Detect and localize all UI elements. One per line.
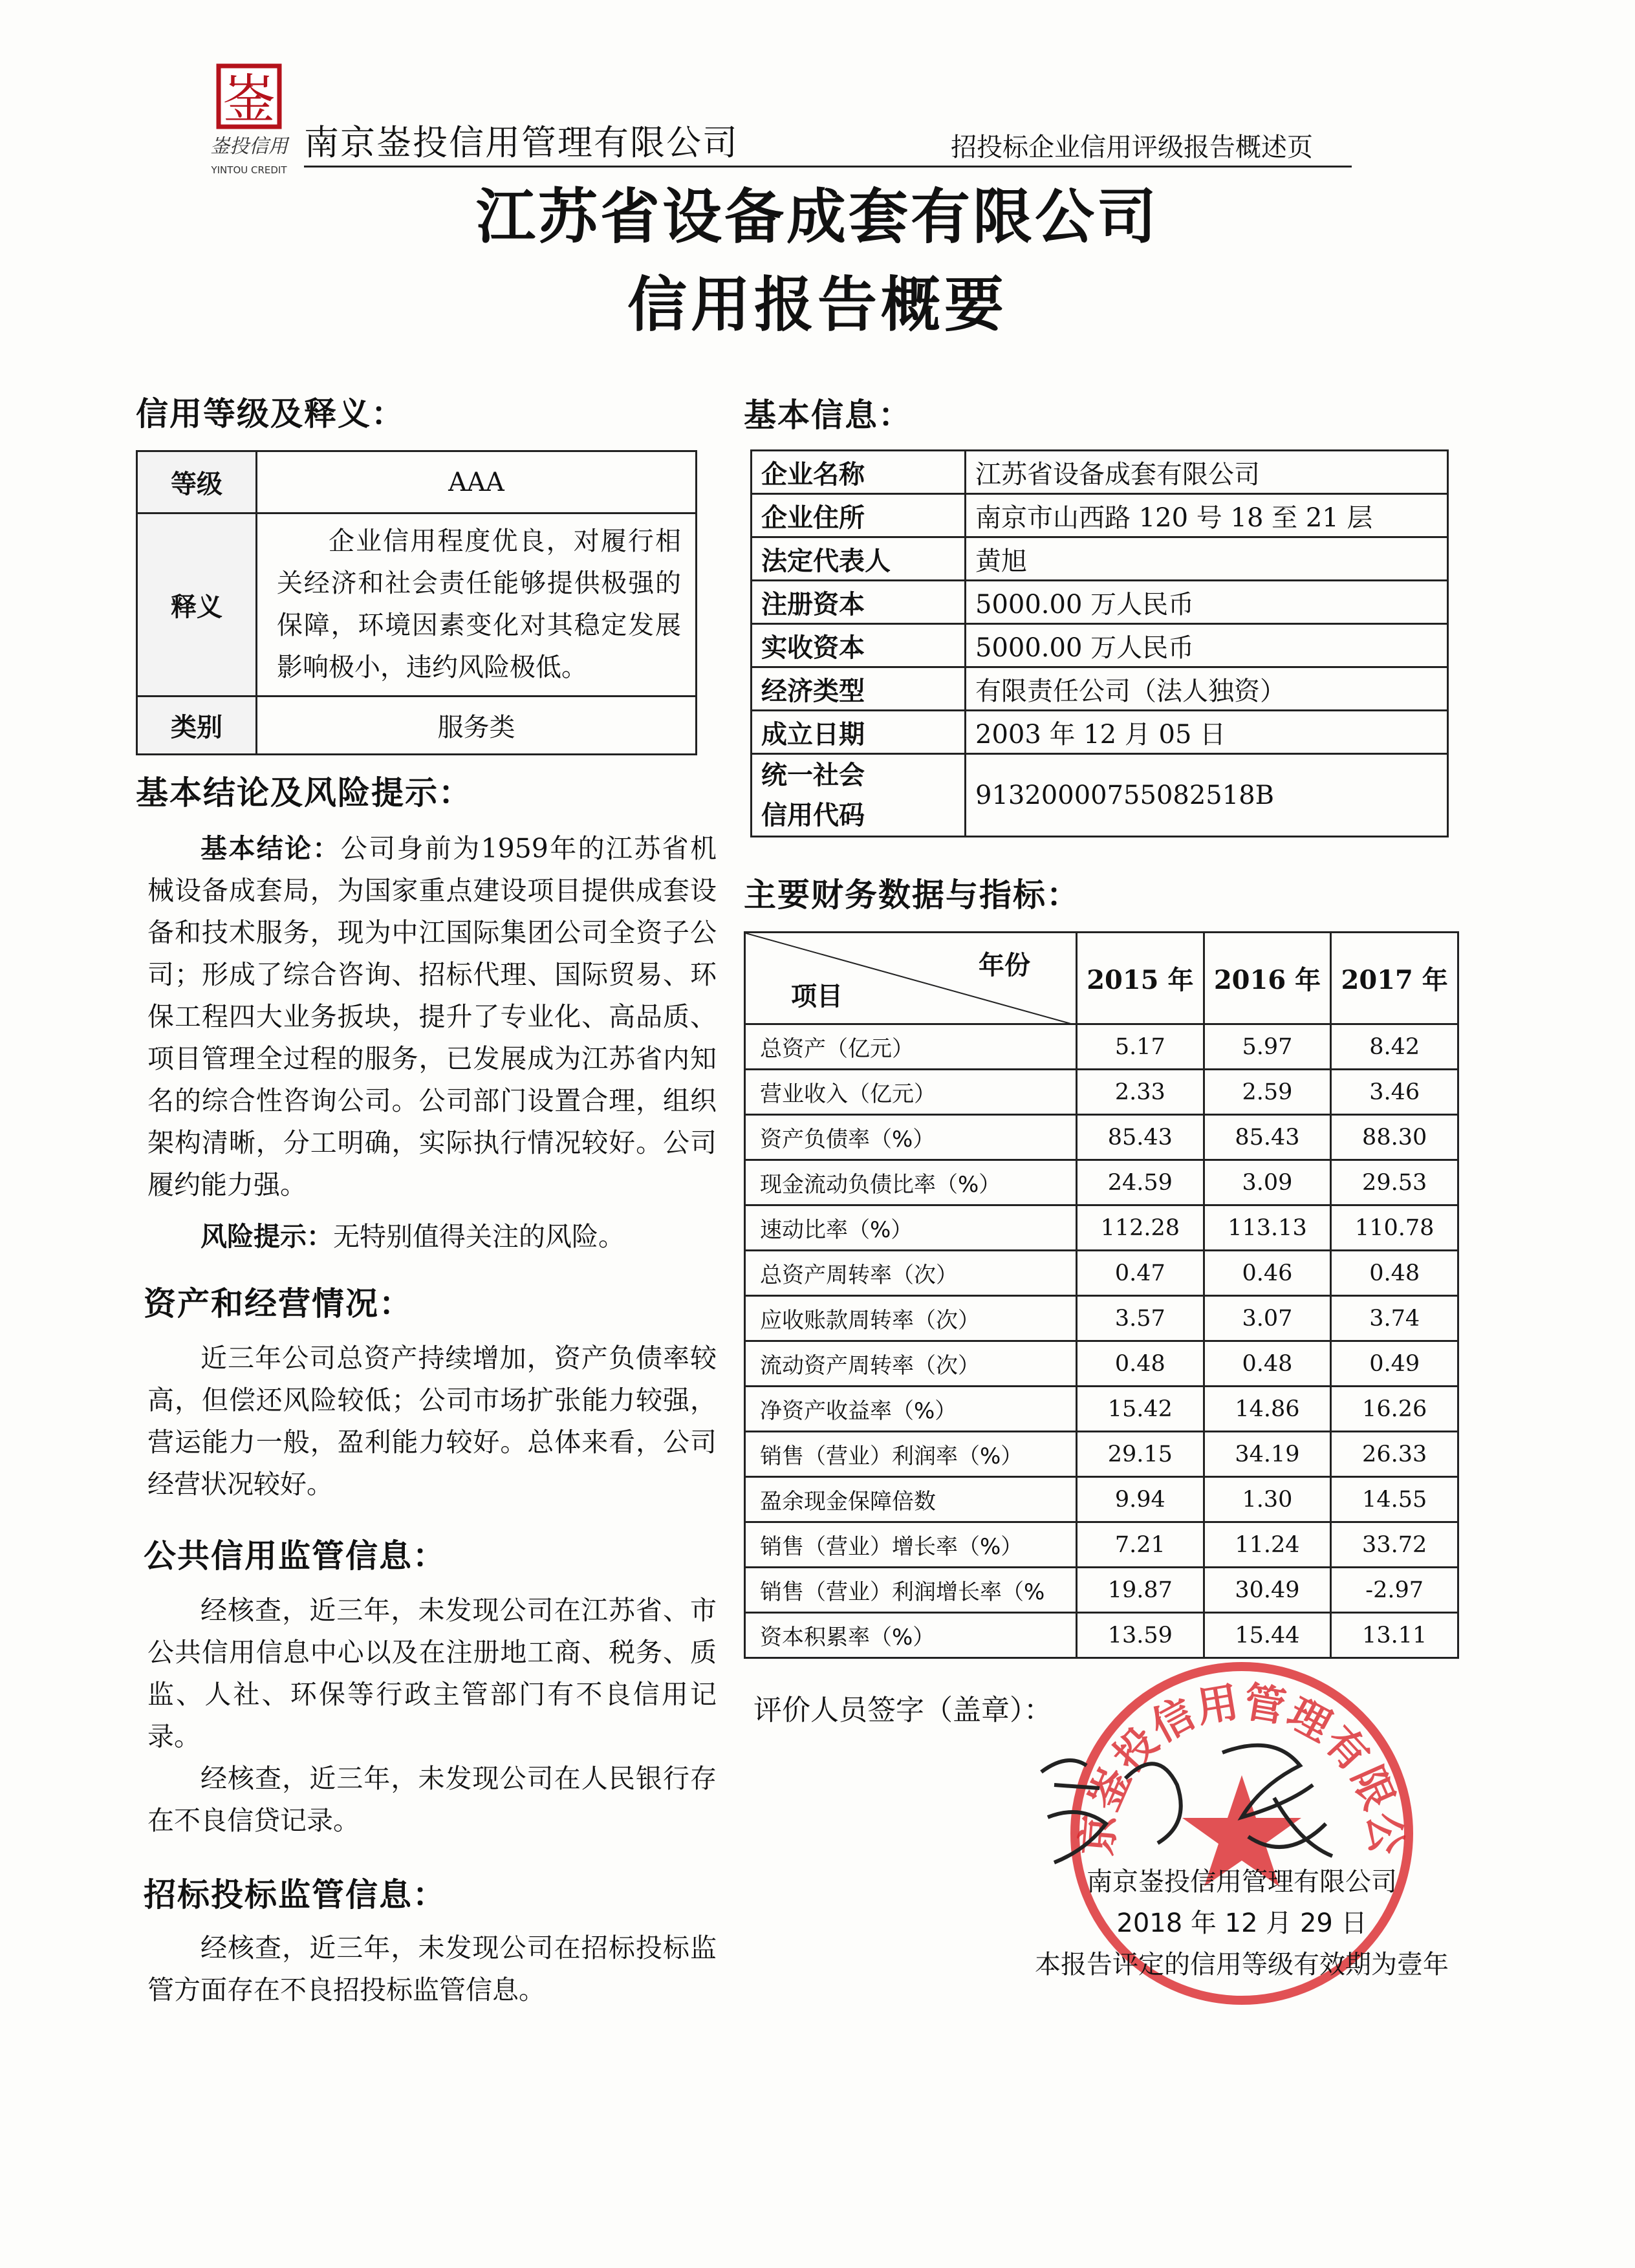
year-header: 2017 年 [1331, 933, 1458, 1024]
finance-value: 14.55 [1331, 1477, 1458, 1522]
finance-item-name: 资产负债率（%） [745, 1115, 1077, 1160]
finance-row [745, 1477, 1458, 1522]
bidding-heading: 招标投标监管信息： [144, 1876, 446, 1914]
finance-value: 0.48 [1331, 1251, 1458, 1296]
finance-value: 113.13 [1204, 1205, 1331, 1251]
risk-label: 风险提示： [200, 1221, 333, 1252]
grade-value: AAA [257, 451, 697, 513]
basic-conclusion [147, 828, 717, 1206]
basic-conclusion-label: 基本结论： [200, 833, 341, 864]
basic-info-key: 企业名称 [752, 451, 966, 494]
bidding-text: 经核查，近三年，未发现公司在招标投标监管方面存在不良招投标监管信息。 [147, 1932, 717, 2005]
finance-value: 3.74 [1331, 1296, 1458, 1341]
meaning-value: 企业信用程度优良，对履行相关经济和社会责任能够提供极强的保障，环境因素变化对其稳定发展影响极小，违约风险极低。 [257, 513, 697, 697]
finance-item-name: 营业收入（亿元） [745, 1070, 1077, 1115]
credit-code-value: 91320000755082518B [966, 754, 1448, 837]
credit-code-key [752, 754, 966, 837]
category-label: 类别 [137, 697, 257, 755]
header-divider [304, 166, 1352, 167]
finance-value: 34.19 [1204, 1432, 1331, 1477]
year-header: 2016 年 [1204, 933, 1331, 1024]
finance-value: 15.42 [1077, 1387, 1204, 1432]
finance-value: 85.43 [1204, 1115, 1331, 1160]
basic-info-key: 法定代表人 [752, 537, 966, 581]
finance-item-name: 销售（营业）利润率（%） [745, 1432, 1077, 1477]
finance-item-name: 应收账款周转率（次） [745, 1296, 1077, 1341]
finance-value: 1.30 [1204, 1477, 1331, 1522]
grade-heading: 信用等级及释义： [136, 395, 405, 433]
finance-value: 16.26 [1331, 1387, 1458, 1432]
conclusion-heading: 基本结论及风险提示： [136, 774, 472, 812]
risk-text: 无特别值得关注的风险。 [333, 1221, 625, 1252]
category-value: 服务类 [257, 697, 697, 755]
finance-value: 0.49 [1331, 1341, 1458, 1387]
logo-icon [194, 62, 304, 178]
finance-row [745, 1205, 1458, 1251]
finance-value: 13.11 [1331, 1613, 1458, 1658]
finance-value: 30.49 [1204, 1568, 1331, 1613]
signature-label: 评价人员签字（盖章）： [753, 1694, 1052, 1727]
company-logo [194, 62, 304, 178]
basic-info-value: 有限责任公司（法人独资） [966, 667, 1448, 711]
finance-value: 3.57 [1077, 1296, 1204, 1341]
finance-value: 13.59 [1077, 1613, 1204, 1658]
finance-item-name: 总资产周转率（次） [745, 1251, 1077, 1296]
public-credit-text-2: 经核查，近三年，未发现公司在人民银行存在不良信贷记录。 [147, 1763, 717, 1836]
finance-row [745, 1251, 1458, 1296]
svg-text:YINTOU CREDIT: YINTOU CREDIT [211, 164, 287, 176]
finance-row [745, 1070, 1458, 1115]
basic-info-row [752, 754, 1448, 837]
finance-row [745, 1296, 1458, 1341]
assets-heading: 资产和经营情况： [144, 1285, 413, 1323]
finance-value: 24.59 [1077, 1160, 1204, 1205]
finance-value: 11.24 [1204, 1522, 1331, 1568]
risk-notice [147, 1216, 717, 1258]
finance-value: 85.43 [1077, 1115, 1204, 1160]
finance-value: 3.46 [1331, 1070, 1458, 1115]
finance-item-name: 资本积累率（%） [745, 1613, 1077, 1658]
public-credit-text-1: 经核查，近三年，未发现公司在江苏省、市公共信用信息中心以及在注册地工商、税务、质监、人社、环保等行政主管部门有不良信用记录。 [147, 1595, 717, 1752]
finance-row [745, 1160, 1458, 1205]
finance-item-name: 速动比率（%） [745, 1205, 1077, 1251]
finance-value: 19.87 [1077, 1568, 1204, 1613]
public-credit-heading: 公共信用监管信息： [144, 1537, 446, 1575]
finance-item-name: 现金流动负债比率（%） [745, 1160, 1077, 1205]
finance-heading: 主要财务数据与指标： [744, 876, 1080, 914]
credit-code-key-line1: 统一社会 [761, 760, 865, 790]
finance-value: 112.28 [1077, 1205, 1204, 1251]
header-page-label: 招投标企业信用评级报告概述页 [951, 133, 1313, 162]
report-title: 江苏省设备成套有限公司 [475, 182, 1159, 252]
basic-info-heading: 基本信息： [744, 396, 912, 434]
report-subtitle: 信用报告概要 [627, 270, 1008, 340]
signature-scribble-icon [1028, 1727, 1365, 1882]
finance-item-name: 盈余现金保障倍数 [745, 1477, 1077, 1522]
basic-info-row [752, 667, 1448, 711]
basic-info-key: 实收资本 [752, 624, 966, 667]
finance-item-name: 销售（营业）利润增长率（% [745, 1568, 1077, 1613]
finance-value: 0.48 [1204, 1341, 1331, 1387]
finance-value: -2.97 [1331, 1568, 1458, 1613]
basic-info-value: 江苏省设备成套有限公司 [966, 451, 1448, 494]
finance-row [745, 1387, 1458, 1432]
finance-corner-cell [745, 933, 1077, 1024]
year-header: 2015 年 [1077, 933, 1204, 1024]
meaning-label: 释义 [137, 513, 257, 697]
credit-code-key-line2: 信用代码 [761, 800, 865, 830]
finance-item-name: 净资产收益率（%） [745, 1387, 1077, 1432]
finance-row [745, 1341, 1458, 1387]
finance-value: 5.97 [1204, 1024, 1331, 1070]
finance-item-name: 流动资产周转率（次） [745, 1341, 1077, 1387]
svg-text:崟投信用: 崟投信用 [210, 135, 288, 158]
finance-value: 29.15 [1077, 1432, 1204, 1477]
svg-text:崟: 崟 [222, 69, 276, 131]
finance-value: 5.17 [1077, 1024, 1204, 1070]
basic-info-table [750, 449, 1449, 837]
finance-value: 2.33 [1077, 1070, 1204, 1115]
finance-value: 26.33 [1331, 1432, 1458, 1477]
basic-info-value: 黄旭 [966, 537, 1448, 581]
finance-row [745, 1024, 1458, 1070]
basic-info-row [752, 581, 1448, 624]
grade-label: 等级 [137, 451, 257, 513]
issuer-company: 南京崟投信用管理有限公司 [1087, 1867, 1397, 1897]
grade-table [136, 450, 697, 755]
finance-row [745, 1432, 1458, 1477]
basic-info-row [752, 451, 1448, 494]
basic-info-key: 经济类型 [752, 667, 966, 711]
finance-row [745, 1115, 1458, 1160]
finance-row [745, 1568, 1458, 1613]
header-company: 南京崟投信用管理有限公司 [304, 122, 739, 163]
issue-date: 2018 年 12 月 29 日 [1116, 1908, 1367, 1938]
basic-info-row [752, 537, 1448, 581]
finance-value: 88.30 [1331, 1115, 1458, 1160]
finance-value: 0.47 [1077, 1251, 1204, 1296]
finance-value: 9.94 [1077, 1477, 1204, 1522]
finance-item-name: 销售（营业）增长率（%） [745, 1522, 1077, 1568]
finance-table [744, 931, 1459, 1659]
basic-info-value: 南京市山西路 120 号 18 至 21 层 [966, 494, 1448, 537]
basic-info-row [752, 711, 1448, 754]
corner-year-label: 年份 [979, 951, 1030, 980]
basic-info-value: 5000.00 万人民币 [966, 581, 1448, 624]
finance-row [745, 1613, 1458, 1658]
seal-text: 京崟投信用管理有限公 [1074, 1678, 1410, 1858]
basic-info-row [752, 494, 1448, 537]
basic-info-value: 2003 年 12 月 05 日 [966, 711, 1448, 754]
finance-value: 7.21 [1077, 1522, 1204, 1568]
corner-item-label: 项目 [791, 982, 843, 1011]
basic-info-row [752, 624, 1448, 667]
finance-rows [745, 1024, 1458, 1658]
finance-value: 3.07 [1204, 1296, 1331, 1341]
finance-value: 29.53 [1331, 1160, 1458, 1205]
finance-value: 8.42 [1331, 1024, 1458, 1070]
finance-value: 15.44 [1204, 1613, 1331, 1658]
finance-value: 33.72 [1331, 1522, 1458, 1568]
basic-info-value: 5000.00 万人民币 [966, 624, 1448, 667]
basic-conclusion-text: 公司身前为1959年的江苏省机械设备成套局，为国家重点建设项目提供成套设备和技术服务，现为中江国际集团公司全资子公司；形成了综合咨询、招标代理、国际贸易、环保工程四大业务扳块，提升了专业化、高品质、项目管理全过程的服务，已发展成为江苏省内知名的综合性咨询公司。公司部门设置合理，组织架构清晰，分工明确，实际执行情况较好。公司履约能力强。 [147, 833, 717, 1200]
finance-value: 110.78 [1331, 1205, 1458, 1251]
finance-row [745, 1522, 1458, 1568]
finance-value: 0.48 [1077, 1341, 1204, 1387]
finance-value: 0.46 [1204, 1251, 1331, 1296]
basic-info-key: 成立日期 [752, 711, 966, 754]
basic-info-key: 注册资本 [752, 581, 966, 624]
validity-note: 本报告评定的信用等级有效期为壹年 [1035, 1950, 1449, 1980]
assets-text: 近三年公司总资产持续增加，资产负债率较高，但偿还风险较低；公司市场扩张能力较强，营运能力一般，盈利能力较好。总体来看，公司经营状况较好。 [147, 1343, 717, 1500]
basic-info-key: 企业住所 [752, 494, 966, 537]
finance-value: 14.86 [1204, 1387, 1331, 1432]
finance-value: 3.09 [1204, 1160, 1331, 1205]
finance-item-name: 总资产（亿元） [745, 1024, 1077, 1070]
finance-value: 2.59 [1204, 1070, 1331, 1115]
